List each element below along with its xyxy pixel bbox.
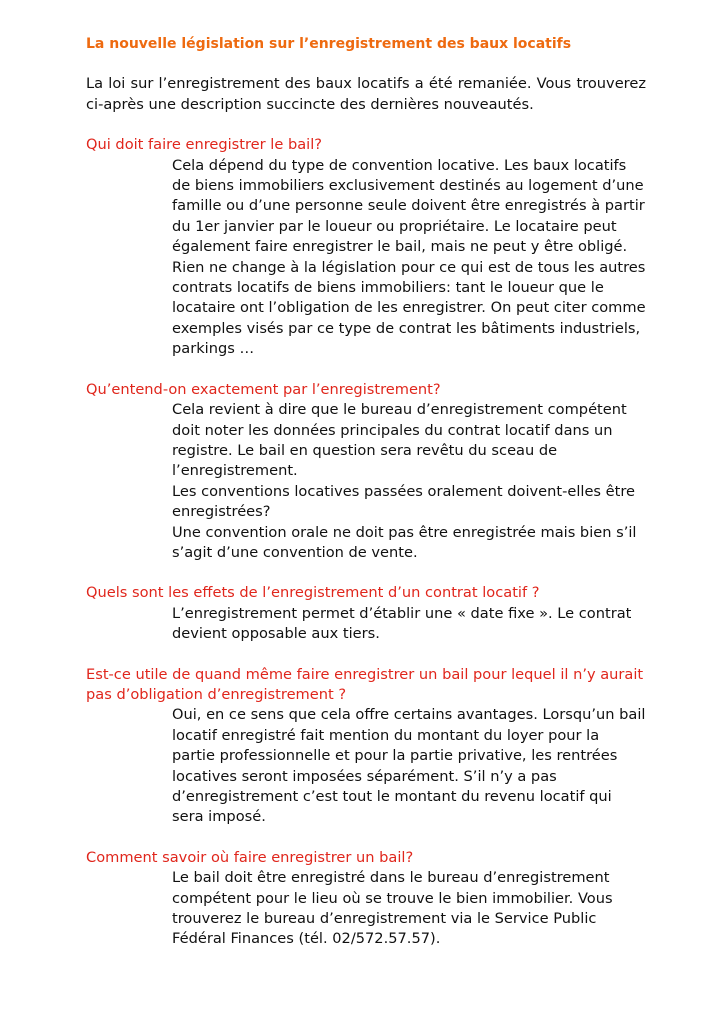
answer-paragraph: Les conventions locatives passées oralement doivent-elles être enregistrées? xyxy=(172,482,636,521)
answer-paragraph: Le bail doit être enregistré dans le bureau d’enregistrement compétent pour le lieu où se trouve le bien immobilier. Vous trouverez le bureau d’enregistrement via le Service Public Fédéral Finances (tél. 02/572.57.57). xyxy=(172,869,613,948)
question-who-registers: Qui doit faire enregistrer le bail? xyxy=(86,136,323,154)
answer-where-to-register xyxy=(86,868,646,950)
answer-paragraph: L’enregistrement permet d’établir une « date fixe ». Le contrat devient opposable aux tiers. xyxy=(172,604,632,643)
question-where-to-register: Comment savoir où faire enregistrer un bail? xyxy=(86,848,414,866)
answer-what-is-registration xyxy=(86,400,646,563)
answer-optional-registration xyxy=(86,705,646,827)
question-optional-registration: Est-ce utile de quand même faire enregistrer un bail pour lequel il n’y aurait pas d’obligation d’enregistrement ? xyxy=(86,665,644,703)
answer-effects xyxy=(86,604,646,645)
intro-paragraph: La loi sur l’enregistrement des baux locatifs a été remaniée. Vous trouverez ci-après une description succincte des dernières nouveautés. xyxy=(86,75,646,113)
answer-paragraph: Oui, en ce sens que cela offre certains avantages. Lorsqu’un bail locatif enregistré fait mention du montant du loyer pour la partie professionnelle et pour la partie privative, les rentrées locatives seront imposées séparément. S’il n’y a pas d’enregistrement c’est tout le montant du revenu locatif qui sera imposé. xyxy=(172,706,646,826)
question-what-is-registration: Qu’entend-on exactement par l’enregistrement? xyxy=(86,380,441,398)
answer-who-registers xyxy=(86,156,646,360)
answer-paragraph: Une convention orale ne doit pas être enregistrée mais bien s’il s’agit d’une convention de vente. xyxy=(172,523,637,561)
document-title: La nouvelle législation sur l’enregistrement des baux locatifs xyxy=(86,36,572,52)
document-page xyxy=(86,34,646,970)
question-effects: Quels sont les effets de l’enregistrement d’un contrat locatif ? xyxy=(86,584,540,602)
answer-paragraph: Cela revient à dire que le bureau d’enregistrement compétent doit noter les données principales du contrat locatif dans un registre. Le bail en question sera revêtu du sceau de l’enregistrement. xyxy=(172,401,627,480)
answer-paragraph: Cela dépend du type de convention locative. Les baux locatifs de biens immobiliers exclusivement destinés au logement d’une famille ou d’une personne seule doivent être enregistrés à partir du 1er janvier par le loueur ou propriétaire. Le locataire peut également faire enregistrer le bail, mais ne peut y être obligé. Rien ne change à la législation pour ce qui est de tous les autres contrats locatifs de biens immobiliers: tant le loueur que le locataire ont l’obligation de les enregistrer. On peut citer comme exemples visés par ce type de contrat les bâtiments industriels, parkings … xyxy=(172,156,646,358)
